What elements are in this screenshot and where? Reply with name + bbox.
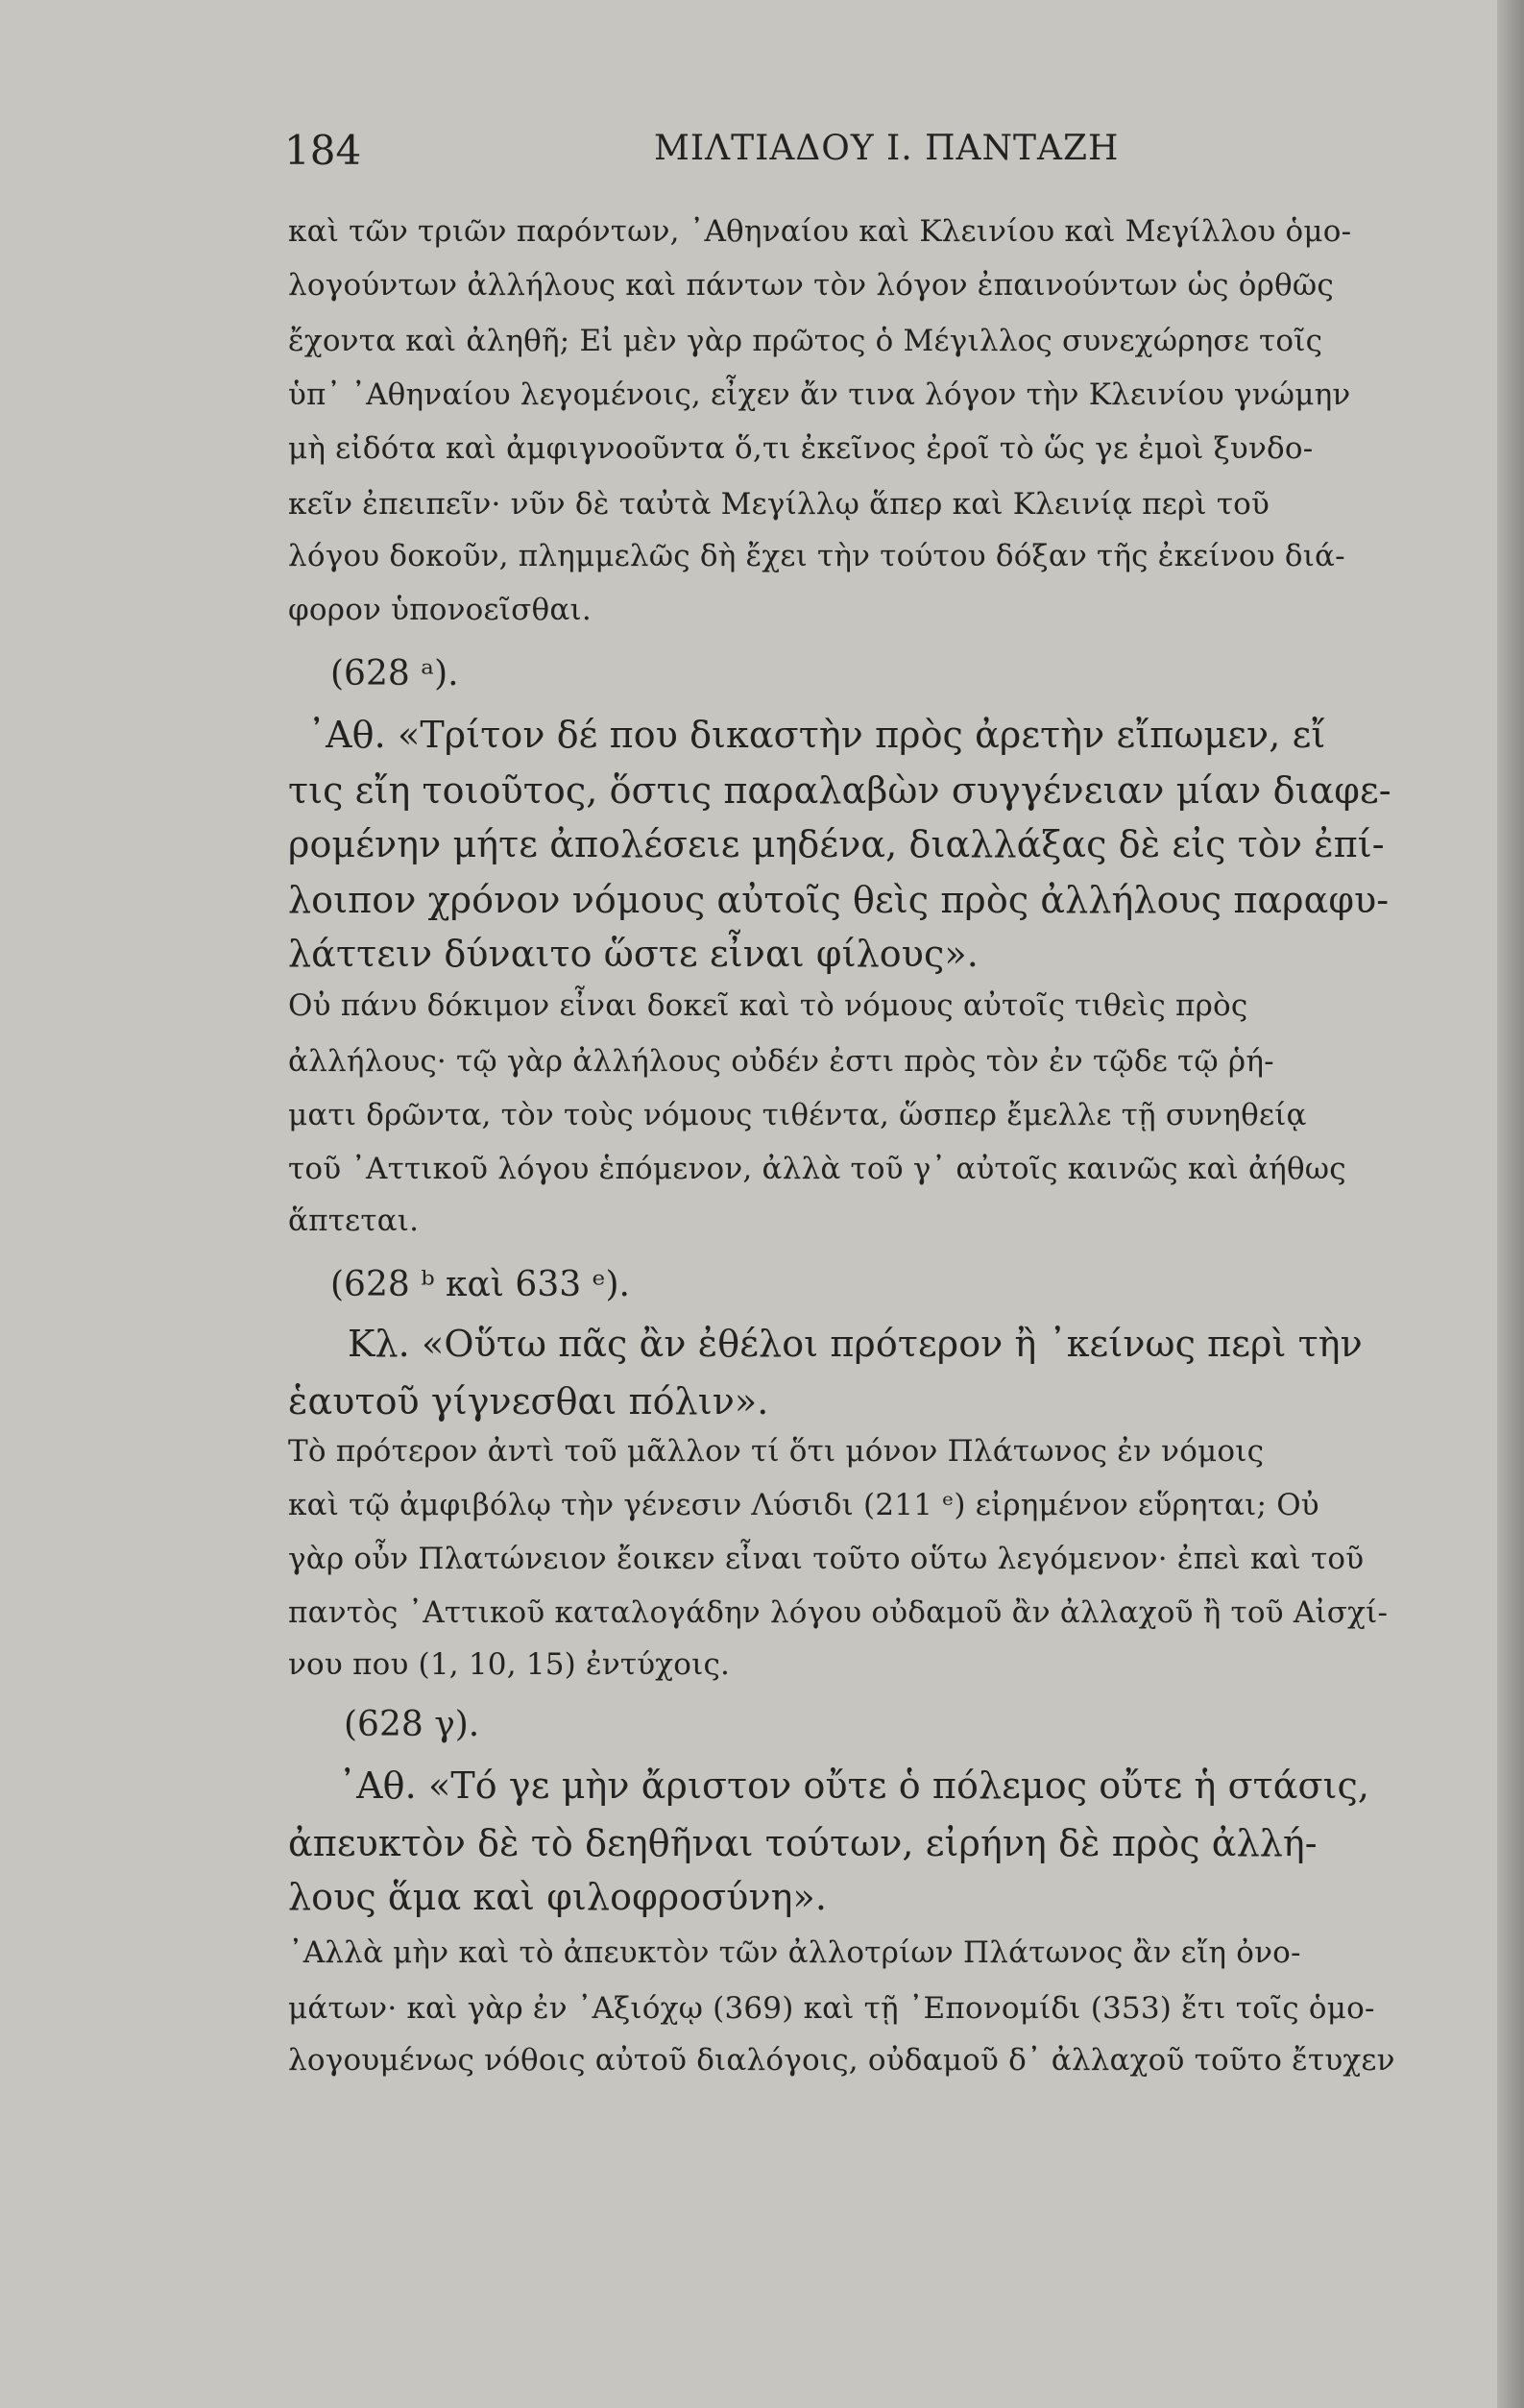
text-line: (628 γ). xyxy=(344,1705,480,1744)
text-line: λάττειν δύναιτο ὥστε εἶναι φίλους». xyxy=(288,933,979,975)
text-line: (628 ᵃ). xyxy=(330,654,459,693)
text-line: ρομένην μήτε ἀπολέσειε μηδένα, διαλλάξας δὲ εἰς τὸν ἐπί- xyxy=(288,823,1385,865)
text-line: ἑαυτοῦ γίγνεσθαι πόλιν». xyxy=(288,1380,769,1423)
text-line: λους ἅμα καὶ φιλοφροσύνη». xyxy=(288,1876,828,1918)
text-line: ᾿Αλλὰ μὴν καὶ τὸ ἀπευκτὸν τῶν ἀλλοτρίων Πλάτωνος ἂν εἴη ὀνο- xyxy=(288,1935,1301,1970)
text-line: λοιπον χρόνον νόμους αὐτοῖς θεὶς πρὸς ἀλλήλους παραφυ- xyxy=(288,879,1390,921)
text-line: ἀπευκτὸν δὲ τὸ δεηθῆναι τούτων, εἰρήνη δὲ πρὸς ἀλλή- xyxy=(288,1822,1318,1864)
text-line: ἔχοντα καὶ ἀληθῆ; Εἰ μὲν γὰρ πρῶτος ὁ Μέγιλλος συνεχώρησε τοῖς xyxy=(288,324,1323,358)
text-line: λόγου δοκοῦν, πλημμελῶς δὴ ἔχει τὴν τούτου δόξαν τῆς ἐκείνου διά- xyxy=(288,539,1345,573)
text-line: ἀλλήλους· τῷ γὰρ ἀλλήλους οὐδέν ἐστι πρὸς τὸν ἐν τῷδε τῷ ῥή- xyxy=(288,1044,1274,1079)
text-line: Κλ. «Οὕτω πᾶς ἂν ἐθέλοι πρότερον ἢ ᾿κείνως περὶ τὴν xyxy=(348,1323,1363,1365)
text-line: μὴ εἰδότα καὶ ἀμφιγνοοῦντα ὅ,τι ἐκεῖνος ἐροῖ τὸ ὥς γε ἐμοὶ ξυνδο- xyxy=(288,431,1314,466)
text-line: παντὸς ᾿Αττικοῦ καταλογάδην λόγου οὐδαμοῦ ἂν ἀλλαχοῦ ἢ τοῦ Αἰσχί- xyxy=(288,1595,1389,1630)
text-body xyxy=(288,192,1460,2353)
running-title: ΜΙΛΤΙΑΔΟΥ Ι. ΠΑΝΤΑΖΗ xyxy=(654,129,1120,168)
text-line: ἅπτεται. xyxy=(288,1204,420,1238)
text-line: λογουμένως νόθοις αὐτοῦ διαλόγοις, οὐδαμοῦ δ᾿ ἀλλαχοῦ τοῦτο ἔτυχεν xyxy=(288,2043,1395,2078)
text-line: τις εἴη τοιοῦτος, ὅστις παραλαβὼν συγγένειαν μίαν διαφε- xyxy=(288,769,1391,812)
text-line: καὶ τῶν τριῶν παρόντων, ᾿Αθηναίου καὶ Κλεινίου καὶ Μεγίλλου ὁμο- xyxy=(288,214,1352,249)
text-line: γὰρ οὖν Πλατώνειον ἔοικεν εἶναι τοῦτο οὕτω λεγόμενον· ἐπεὶ καὶ τοῦ xyxy=(288,1542,1365,1576)
text-line: ᾿Αθ. «Τό γε μὴν ἄριστον οὔτε ὁ πόλεμος οὔτε ἡ στάσις, xyxy=(338,1764,1370,1807)
text-line: νου που (1, 10, 15) ἐντύχοις. xyxy=(288,1647,731,1682)
text-line: Οὐ πάνυ δόκιμον εἶναι δοκεῖ καὶ τὸ νόμους αὐτοῖς τιθεὶς πρὸς xyxy=(288,988,1248,1023)
text-line: τοῦ ᾿Αττικοῦ λόγου ἑπόμενον, ἀλλὰ τοῦ γ᾿ αὐτοῖς καινῶς καὶ ἀήθως xyxy=(288,1152,1346,1186)
text-line: Τὸ πρότερον ἀντὶ τοῦ μᾶλλον τί ὅτι μόνον Πλάτωνος ἐν νόμοις xyxy=(288,1434,1265,1469)
text-line: ᾿Αθ. «Τρίτον δέ που δικαστὴν πρὸς ἀρετὴν εἴπωμεν, εἴ xyxy=(307,714,1326,756)
text-line: ματι δρῶντα, τὸν τοὺς νόμους τιθέντα, ὥσπερ ἔμελλε τῇ συνηθείᾳ xyxy=(288,1098,1307,1132)
text-line: ὑπ᾿ ᾿Αθηναίου λεγομένοις, εἶχεν ἄν τινα λόγον τὴν Κλεινίου γνώμην xyxy=(288,377,1351,412)
page-edge-shadow xyxy=(1497,0,1524,2408)
text-line: φορον ὑπονοεῖσθαι. xyxy=(288,593,592,627)
text-line: καὶ τῷ ἀμφιβόλῳ τὴν γένεσιν Λύσιδι (211 ᵉ) εἰρημένον εὕρηται; Οὐ xyxy=(288,1488,1319,1522)
text-line: μάτων· καὶ γὰρ ἐν ᾿Αξιόχῳ (369) καὶ τῇ ᾿Επονομίδι (353) ἔτι τοῖς ὁμο- xyxy=(288,1991,1375,2026)
text-line: (628 ᵇ καὶ 633 ᵉ). xyxy=(330,1265,630,1304)
page-number: 184 xyxy=(284,127,362,174)
text-line: κεῖν ἐπειπεῖν· νῦν δὲ ταὐτὰ Μεγίλλῳ ἅπερ καὶ Κλεινίᾳ περὶ τοῦ xyxy=(288,487,1270,522)
page-header xyxy=(284,127,1437,184)
text-line: λογούντων ἀλλήλους καὶ πάντων τὸν λόγον ἐπαινούντων ὡς ὀρθῶς xyxy=(288,268,1334,303)
